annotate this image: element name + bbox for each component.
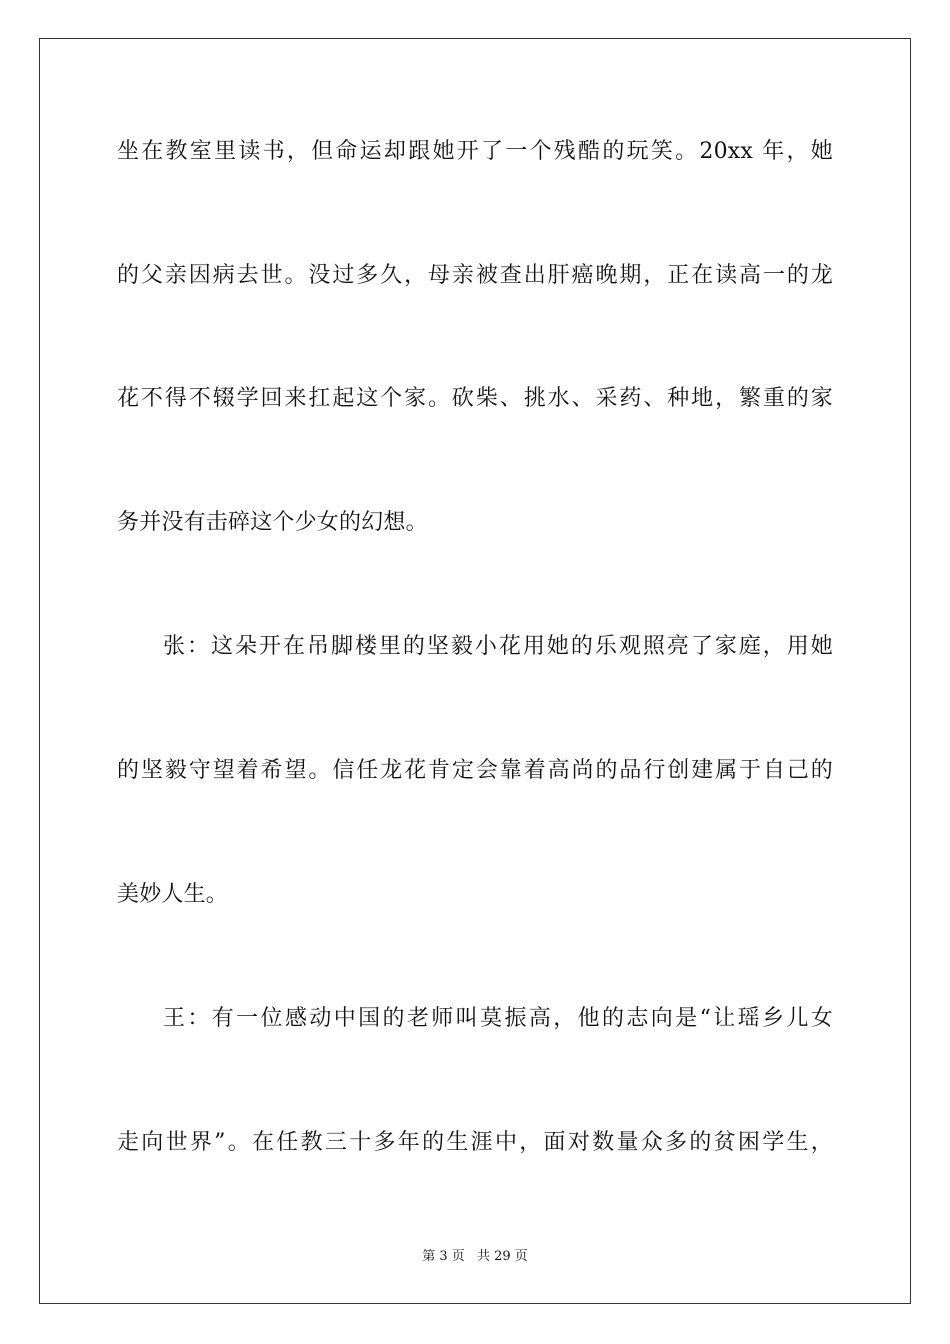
page-number: 第 3 页 [422,1249,465,1264]
body-text-line: 坐在教室里读书，但命运却跟她开了一个残酷的玩笑。20xx 年，她 [117,139,833,164]
paragraph-first-line: 张：这朵开在吊脚楼里的坚毅小花用她的乐观照亮了家庭，用她 [163,634,833,659]
total-pages: 共 29 页 [476,1249,528,1264]
body-text-line: 美妙人生。 [117,882,229,907]
body-text-line: 务并没有击碎这个少女的幻想。 [117,510,428,535]
page-footer [0,1248,950,1266]
body-text-line: 花不得不辍学回来扛起这个家。砍柴、挑水、采药、种地，繁重的家 [117,386,833,411]
page-border [39,38,911,1304]
body-text-line: 走向世界”。在任教三十多年的生涯中，面对数量众多的贫困学生， [117,1130,833,1155]
body-text-line: 的父亲因病去世。没过多久，母亲被查出肝癌晚期，正在读高一的龙 [117,263,833,288]
body-text-line: 的坚毅守望着希望。信任龙花肯定会靠着高尚的品行创建属于自己的 [117,758,833,783]
paragraph-first-line: 王：有一位感动中国的老师叫莫振高，他的志向是“让瑶乡儿女 [163,1006,833,1031]
